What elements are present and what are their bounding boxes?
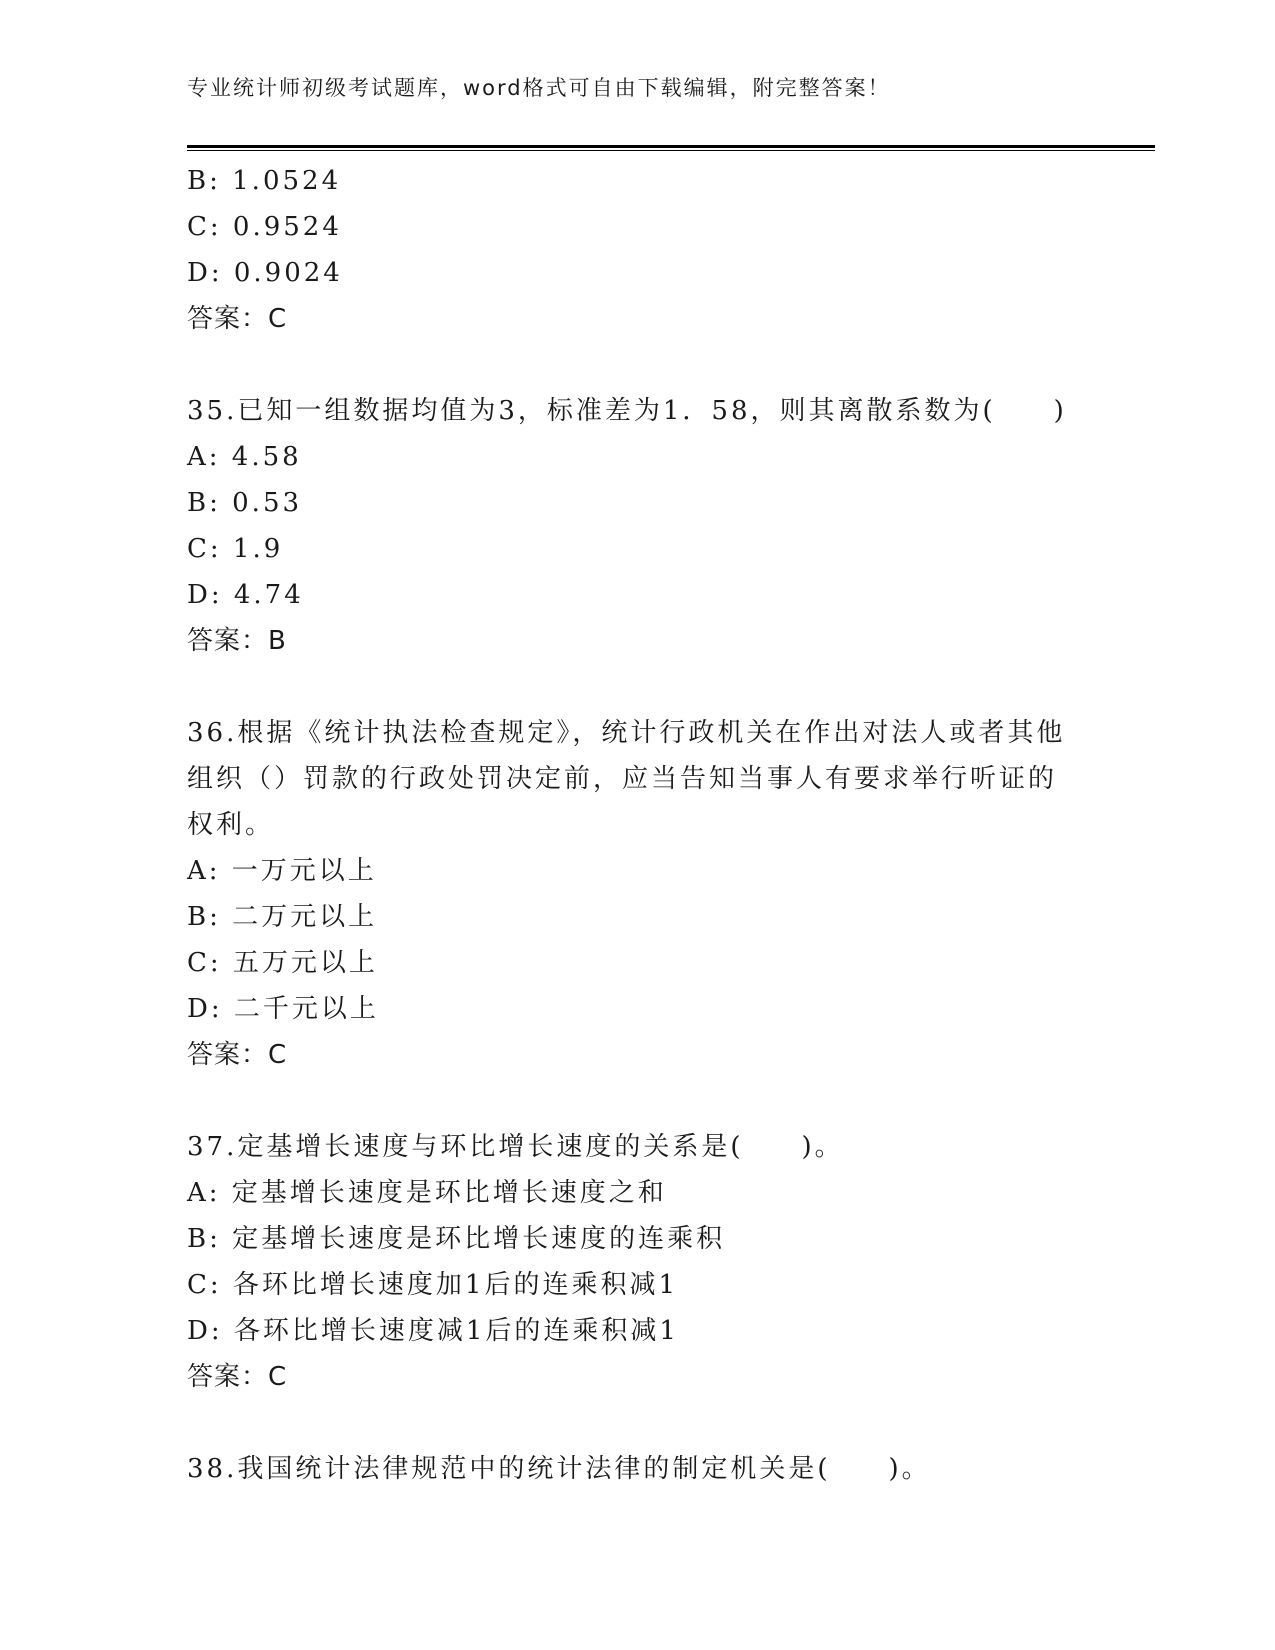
option-b: B: 定基增长速度是环比增长速度的连乘积	[187, 1224, 726, 1254]
page-header: 专业统计师初级考试题库，word格式可自由下载编辑，附完整答案！	[187, 76, 891, 100]
answer-line: 答案：C	[187, 1362, 288, 1392]
question-stem: 37.定基增长速度与环比增长速度的关系是( )。	[187, 1132, 844, 1162]
question-stem: 35.已知一组数据均值为3，标准差为1．58，则其离散系数为( )	[187, 396, 1067, 426]
option-d: D: 0.9024	[187, 258, 343, 288]
option-a: A: 定基增长速度是环比增长速度之和	[187, 1178, 667, 1208]
option-c: C: 各环比增长速度加1后的连乘积减1	[187, 1270, 679, 1300]
option-d: D: 4.74	[187, 580, 304, 610]
option-c: C: 1.9	[187, 534, 284, 564]
option-c: C: 五万元以上	[187, 948, 378, 978]
question-stem: 38.我国统计法律规范中的统计法律的制定机关是( )。	[187, 1454, 931, 1484]
option-c: C: 0.9524	[187, 212, 342, 242]
question-content	[187, 158, 1087, 1492]
question-stem: 36.根据《统计执法检查规定》，统计行政机关在作出对法人或者其他组织（）罚款的行政处罚决定前，应当告知当事人有要求举行听证的权利。	[187, 718, 1066, 840]
option-a: A: 一万元以上	[187, 856, 377, 886]
answer-line: 答案：C	[187, 1040, 288, 1070]
header-divider-thin	[187, 150, 1155, 151]
option-d: D: 各环比增长速度减1后的连乘积减1	[187, 1316, 679, 1346]
option-b: B: 二万元以上	[187, 902, 378, 932]
header-divider-thick	[187, 145, 1155, 148]
option-d: D: 二千元以上	[187, 994, 379, 1024]
option-b: B: 1.0524	[187, 166, 342, 196]
option-a: A: 4.58	[187, 442, 302, 472]
answer-line: 答案：C	[187, 304, 288, 334]
option-b: B: 0.53	[187, 488, 303, 518]
answer-line: 答案：B	[187, 626, 287, 656]
